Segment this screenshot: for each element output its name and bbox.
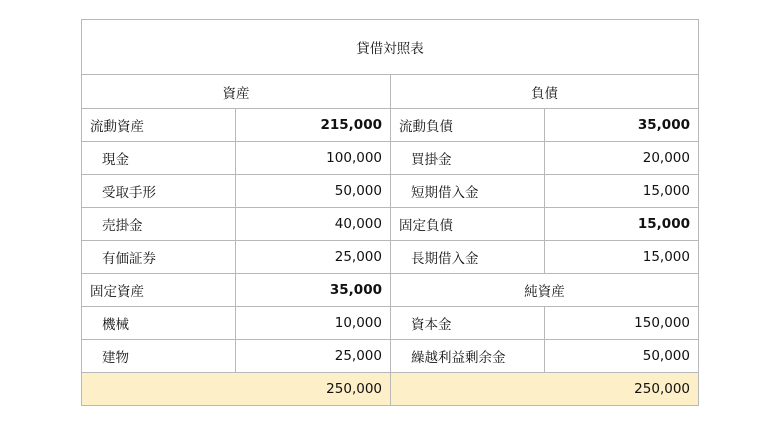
liabilities-grand-total: 250,000 [391, 373, 699, 406]
asset-item-label: 売掛金 [82, 208, 236, 241]
balance-sheet-table [81, 19, 699, 406]
liability-item-value: 15,000 [545, 175, 699, 208]
asset-item-label: 建物 [82, 340, 236, 373]
net-asset-item-value: 50,000 [545, 340, 699, 373]
table-row [82, 175, 699, 208]
grand-total-row [82, 373, 699, 406]
asset-item-value: 100,000 [236, 142, 391, 175]
asset-item-value: 50,000 [236, 175, 391, 208]
asset-item-label: 受取手形 [82, 175, 236, 208]
assets-header: 資産 [82, 75, 391, 109]
net-assets-header: 純資産 [391, 274, 699, 307]
asset-item-label: 有価証券 [82, 241, 236, 274]
net-asset-item-label: 繰越利益剰余金 [391, 340, 545, 373]
table-row [82, 340, 699, 373]
title-row [82, 20, 699, 75]
table-row [82, 109, 699, 142]
fixed-liabilities-total: 15,000 [545, 208, 699, 241]
liability-item-label: 長期借入金 [391, 241, 545, 274]
current-liabilities-total: 35,000 [545, 109, 699, 142]
fixed-liabilities-label: 固定負債 [391, 208, 545, 241]
table-row [82, 241, 699, 274]
table-row [82, 208, 699, 241]
liabilities-header: 負債 [391, 75, 699, 109]
assets-grand-total: 250,000 [82, 373, 391, 406]
current-assets-total: 215,000 [236, 109, 391, 142]
table-title: 貸借対照表 [82, 20, 699, 75]
net-asset-item-value: 150,000 [545, 307, 699, 340]
current-assets-label: 流動資産 [82, 109, 236, 142]
asset-item-value: 10,000 [236, 307, 391, 340]
asset-item-value: 40,000 [236, 208, 391, 241]
asset-item-value: 25,000 [236, 340, 391, 373]
net-asset-item-label: 資本金 [391, 307, 545, 340]
asset-item-value: 25,000 [236, 241, 391, 274]
liability-item-label: 短期借入金 [391, 175, 545, 208]
asset-item-label: 現金 [82, 142, 236, 175]
liability-item-label: 買掛金 [391, 142, 545, 175]
section-header-row [82, 75, 699, 109]
fixed-assets-label: 固定資産 [82, 274, 236, 307]
table-row [82, 274, 699, 307]
table-row [82, 142, 699, 175]
current-liabilities-label: 流動負債 [391, 109, 545, 142]
table-row [82, 307, 699, 340]
asset-item-label: 機械 [82, 307, 236, 340]
liability-item-value: 20,000 [545, 142, 699, 175]
fixed-assets-total: 35,000 [236, 274, 391, 307]
liability-item-value: 15,000 [545, 241, 699, 274]
